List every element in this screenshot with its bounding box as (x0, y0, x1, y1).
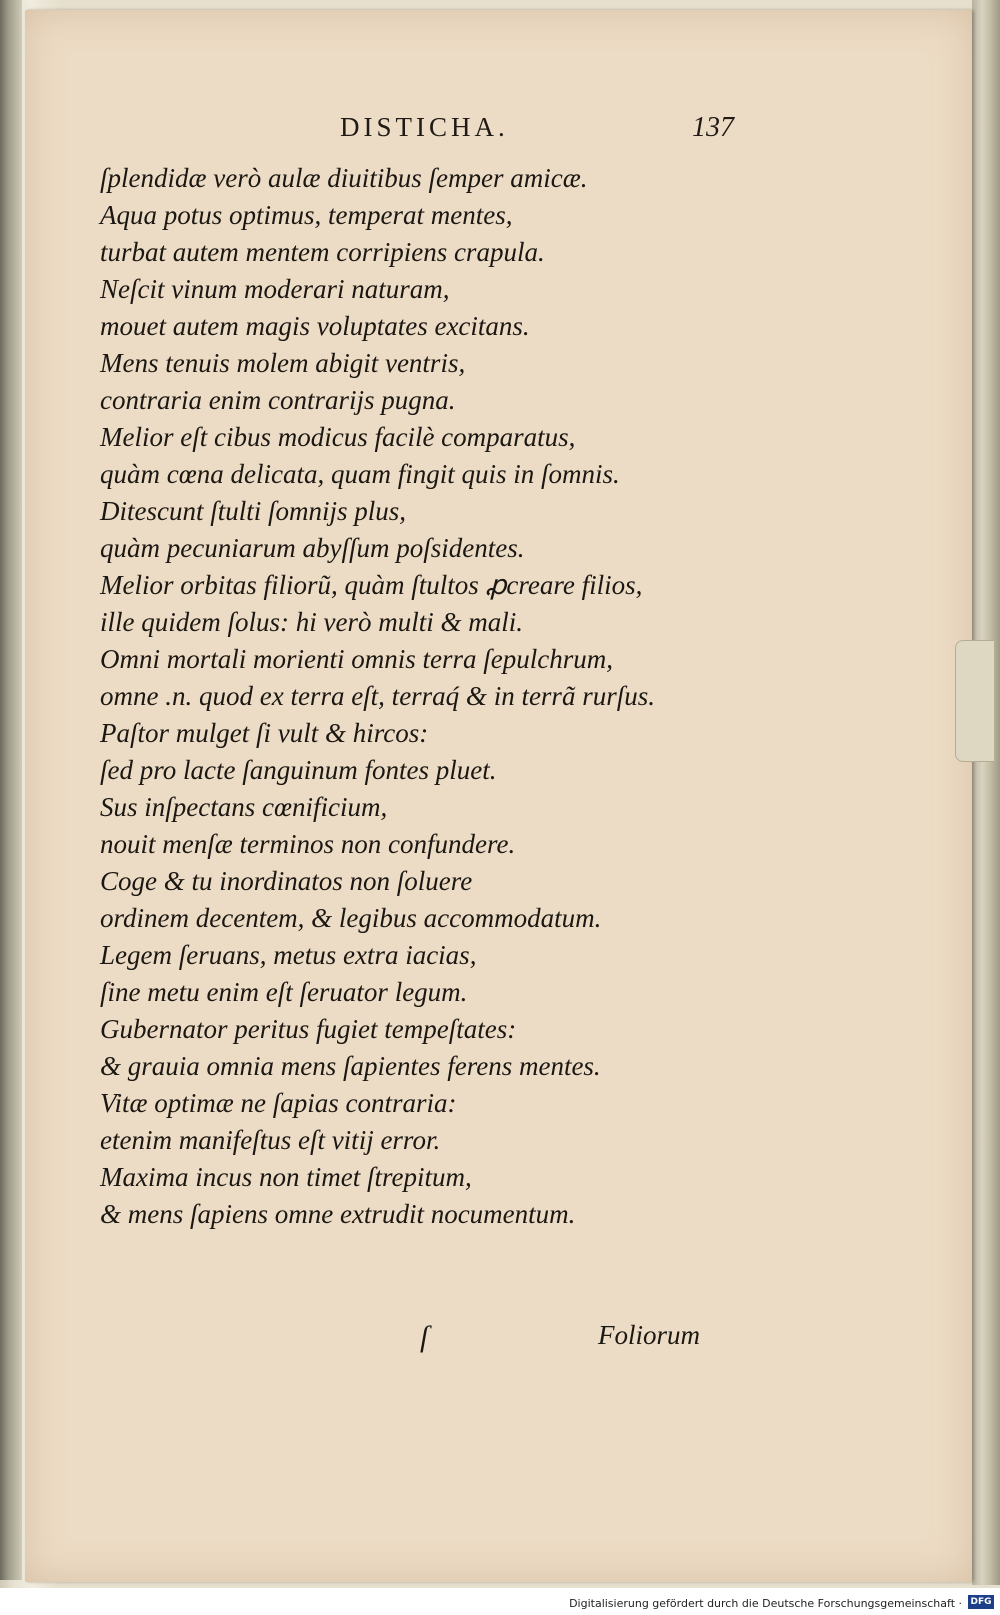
text-line: & mens ſapiens omne extrudit nocumentum. (100, 1199, 576, 1229)
running-head: DISTICHA. (340, 112, 509, 142)
dfg-logo-icon: DFG (968, 1595, 994, 1609)
footer-credit: Digitalisierung gefördert durch die Deutsche Forschungsgemeinschaft · (569, 1597, 962, 1610)
text-line: Melior orbitas filiorũ, quàm ſtultos ꝓcreare filios, (100, 570, 643, 600)
page-number: 137 (692, 112, 734, 143)
text-line: quàm pecuniarum abyſſum poſsidentes. (100, 533, 525, 563)
text-line: omne .n. quod ex terra eſt, terraq́ & in terrã rurſus. (100, 681, 655, 711)
text-line: & grauia omnia mens ſapientes ferens mentes. (100, 1051, 601, 1081)
text-line: etenim manifeſtus eſt vitij error. (100, 1125, 441, 1155)
text-line: turbat autem mentem corripiens crapula. (100, 237, 545, 267)
text-line: Legem ſeruans, metus extra iacias, (100, 940, 477, 970)
text-line: quàm cœna delicata, quam fingit quis in ſomnis. (100, 459, 620, 489)
text-line: mouet autem magis voluptates excitans. (100, 311, 530, 341)
catchword: Foliorum (598, 1320, 701, 1350)
text-line: ille quidem ſolus: hi verò multi & mali. (100, 607, 523, 637)
text-line: Ditescunt ſtulti ſomnijs plus, (100, 496, 407, 526)
text-line: Maxima incus non timet ſtrepitum, (100, 1162, 472, 1192)
text-line: Mens tenuis molem abigit ventris, (100, 348, 466, 378)
signature-mark: ſ (420, 1320, 429, 1353)
text-line: Vitæ optimæ ne ſapias contraria: (100, 1088, 457, 1118)
text-line: ordinem decentem, & legibus accommodatum. (100, 903, 602, 933)
text-line: Aqua potus optimus, temperat mentes, (100, 200, 513, 230)
text-line: contraria enim contrarijs pugna. (100, 385, 456, 415)
text-line: Paſtor mulget ſi vult & hircos: (100, 718, 429, 748)
text-line: ſine metu enim eſt ſeruator legum. (100, 977, 468, 1007)
page-tab (955, 640, 995, 762)
text-line: Neſcit vinum moderari naturam, (100, 274, 450, 304)
text-line: ſplendidæ verò aulæ diuitibus ſemper amicæ. (100, 163, 588, 193)
book-binding-edge (0, 0, 22, 1580)
text-line: Gubernator peritus fugiet tempeſtates: (100, 1014, 517, 1044)
text-line: nouit menſæ terminos non confundere. (100, 829, 516, 859)
text-line: Omni mortali morienti omnis terra ſepulchrum, (100, 644, 613, 674)
text-line: ſed pro lacte ſanguinum fontes pluet. (100, 755, 497, 785)
text-line: Coge & tu inordinatos non ſoluere (100, 866, 473, 896)
text-line: Melior eſt cibus modicus facilè comparatus, (100, 422, 576, 452)
text-block (100, 160, 760, 1233)
text-line: Sus inſpectans cœnificium, (100, 792, 388, 822)
book-board-edge (972, 0, 1000, 1585)
